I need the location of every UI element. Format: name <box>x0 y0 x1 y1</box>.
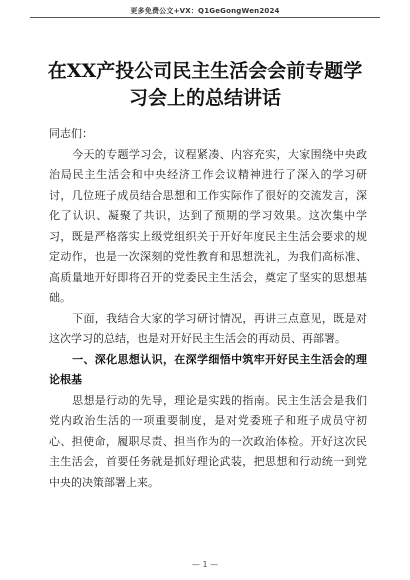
page-number: — 1 — <box>191 560 219 569</box>
salutation: 同志们： <box>49 127 93 140</box>
section-heading: 一、深化思想认识，在深学细悟中筑牢开好民主生活会的理论根基 <box>49 352 367 386</box>
header-note: 更多免费公文+VX：Q1GeGongWen2024 <box>130 7 280 15</box>
paragraph-2: 下面，我结合大家的学习研讨情况，再讲三点意见，既是对这次学习的总结，也是对开好民主生活会的再动员、再部署。 <box>49 311 367 345</box>
document-body <box>49 124 367 493</box>
document-title: 在XX产投公司民主生活会会前专题学习会上的总结讲话 <box>47 60 363 109</box>
section-paragraph: 思想是行动的先导，理论是实践的指南。民主生活会是我们党内政治生活的一项重要制度，是对党委班子和班子成员守初心、担使命，履职尽责、担当作为的一次政治体检。开好这次民主生活会，首要任务就是抓好理论武装，把思想和行动统一到党中央的决策部署上来。 <box>49 393 367 489</box>
paragraph-1: 今天的专题学习会，议程紧凑、内容充实，大家围绕中央政治局民主生活会和中央经济工作会议精神进行了深入的学习研讨，几位班子成员结合思想和工作实际作了很好的交流发言，深化了认识、凝聚了共识，达到了预期的学习效果。这次集中学习，既是严格落实上级党组织关于开好年度民主生活会要求的规定动作，也是一次深刻的党性教育和思想洗礼，为我们高标准、高质量地开好即将召开的党委民主生活会，奠定了坚实的思想基础。 <box>49 147 367 304</box>
header-rule <box>30 17 380 18</box>
